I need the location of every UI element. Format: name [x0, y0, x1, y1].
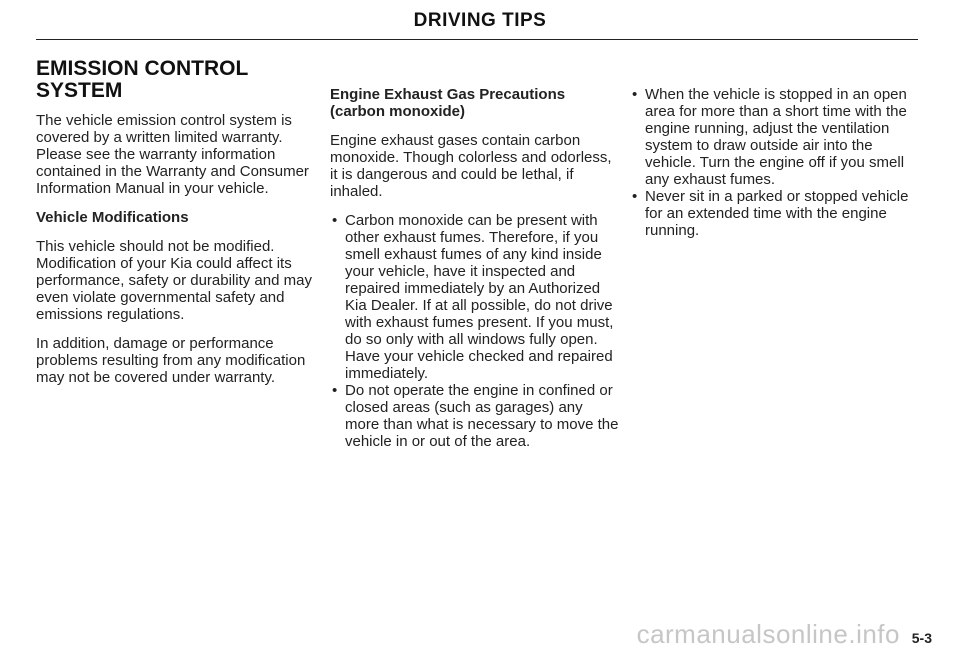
header-divider	[36, 39, 918, 40]
ventilation-bullet-list	[630, 86, 926, 239]
section-heading-exhaust-precautions: Engine Exhaust Gas Precautions (carbon monoxide)	[330, 86, 566, 120]
subheading-vehicle-modifications: Vehicle Modifications	[36, 209, 189, 226]
left-column	[36, 58, 326, 398]
bullet-icon: •	[632, 188, 638, 205]
page-number: 5-3	[911, 630, 932, 646]
list-item-text: Do not operate the engine in confined or closed areas (such as garages) any more than what is necessary to move the vehicle in or out of the area.	[345, 382, 619, 450]
modifications-paragraph-1: This vehicle should not be modified. Modification of your Kia could affect its performance, safety or durability and may even violate governmental safety and emissions regulations.	[36, 238, 312, 323]
exhaust-intro-paragraph: Engine exhaust gases contain carbon monoxide. Though colorless and odorless, it is dangerous and could be lethal, if inhaled.	[330, 132, 612, 200]
watermark: carmanualsonline.info	[636, 619, 900, 649]
middle-column	[330, 86, 620, 450]
list-item-text: Never sit in a parked or stopped vehicle for an extended time with the engine running.	[645, 188, 909, 239]
right-column	[630, 86, 926, 239]
emission-intro-paragraph: The vehicle emission control system is covered by a written limited warranty. Please see the warranty information contained in the Warranty and Consumer Information Manual in your vehicle.	[36, 112, 309, 197]
section-heading-emission-control: EMISSION CONTROL SYSTEM	[36, 57, 248, 102]
bullet-icon: •	[632, 86, 638, 103]
list-item-text: When the vehicle is stopped in an open area for more than a short time with the engine running, adjust the ventilation system to draw outside air into the vehicle. Turn the engine off if you smell any exhaust fumes.	[645, 86, 907, 188]
modifications-paragraph-2: In addition, damage or performance problems resulting from any modification may not be covered under warranty.	[36, 335, 306, 386]
list-item	[630, 188, 926, 239]
list-item	[330, 382, 620, 450]
exhaust-bullet-list	[330, 212, 620, 450]
bullet-icon: •	[332, 212, 338, 229]
list-item	[630, 86, 926, 188]
bullet-icon: •	[332, 382, 338, 399]
page-header-title: DRIVING TIPS	[413, 10, 547, 31]
list-item-text: Carbon monoxide can be present with other exhaust fumes. Therefore, if you smell exhaust fumes of any kind inside your vehicle, have it inspected and repaired immediately by an Authorized Kia Dealer. If at all possible, do not drive with exhaust fumes present. If you must, do so only with all windows fully open. Have your vehicle checked and repaired immediately.	[345, 212, 614, 382]
list-item	[330, 212, 620, 382]
